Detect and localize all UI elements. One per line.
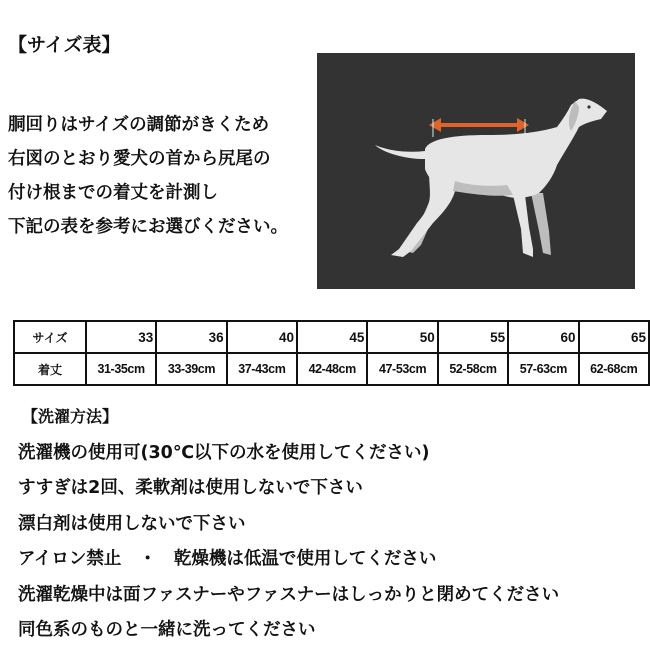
dog-near-front-leg xyxy=(513,195,533,257)
dog-measurement-illustration xyxy=(317,53,635,289)
row-label-size: サイズ xyxy=(14,321,86,353)
length-cell: 37-43cm xyxy=(227,353,297,385)
row-label-length: 着丈 xyxy=(14,353,86,385)
wash-instruction: 洗濯機の使用可(30℃以下の水を使用してください) xyxy=(18,443,430,463)
size-cell: 40 xyxy=(227,321,297,353)
intro-text xyxy=(8,108,318,244)
size-cell: 50 xyxy=(367,321,437,353)
dog-body xyxy=(425,99,607,198)
intro-line: 右図のとおり愛犬の首から尻尾の xyxy=(8,149,271,169)
size-cell: 65 xyxy=(579,321,649,353)
intro-line: 下記の表を参考にお選びください。 xyxy=(8,217,288,237)
dog-far-front-leg xyxy=(531,193,551,255)
length-cell: 62-68cm xyxy=(579,353,649,385)
length-cell: 31-35cm xyxy=(86,353,156,385)
size-table xyxy=(13,320,650,386)
dog-tail xyxy=(375,145,425,159)
size-cell: 60 xyxy=(508,321,578,353)
length-cell: 33-39cm xyxy=(156,353,226,385)
wash-instruction: 漂白剤は使用しないで下さい xyxy=(18,513,246,534)
dog-eye xyxy=(587,105,590,108)
table-row-size xyxy=(14,321,649,353)
size-cell: 33 xyxy=(86,321,156,353)
size-cell: 36 xyxy=(156,321,226,353)
intro-line: 胴回りはサイズの調節がきくため xyxy=(8,115,270,135)
dog-near-hind-leg xyxy=(391,171,455,257)
length-cell: 42-48cm xyxy=(297,353,367,385)
size-cell: 45 xyxy=(297,321,367,353)
size-cell: 55 xyxy=(438,321,508,353)
length-cell: 57-63cm xyxy=(508,353,578,385)
wash-section-title: 【洗濯方法】 xyxy=(22,407,119,426)
size-chart-title: 【サイズ表】 xyxy=(8,34,121,56)
wash-instruction: 洗濯乾燥中は面ファスナーやファスナーはしっかりと閉めてください xyxy=(18,584,560,605)
length-cell: 47-53cm xyxy=(367,353,437,385)
intro-line: 付け根までの着丈を計測し xyxy=(8,183,218,203)
length-cell: 52-58cm xyxy=(438,353,508,385)
wash-instruction: すすぎは2回、柔軟剤は使用しないで下さい xyxy=(18,478,363,499)
table-row-length xyxy=(14,353,649,385)
wash-instruction: アイロン禁止 ・ 乾燥機は低温で使用してください xyxy=(18,549,437,570)
wash-instruction: 同色系のものと一緒に洗ってください xyxy=(18,620,316,641)
dog-illustration-svg xyxy=(317,53,635,289)
wash-instructions xyxy=(18,436,559,648)
